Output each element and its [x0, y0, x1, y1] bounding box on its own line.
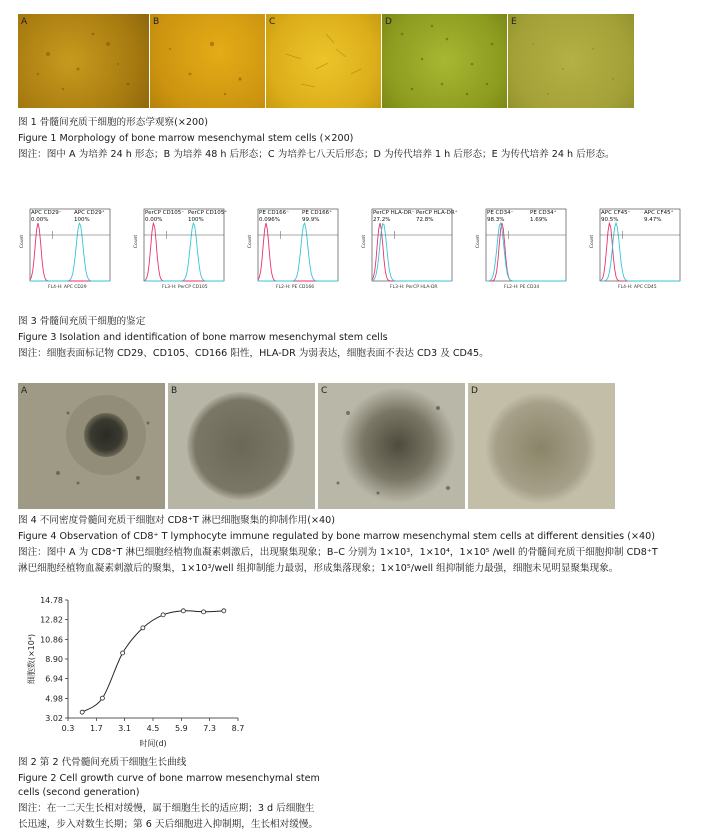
fig1-panel-a: [18, 14, 149, 108]
fig2-title-cn: 图 2 第 2 代骨髓间充质干细胞生长曲线: [18, 757, 187, 768]
flow-pct-negative: 90.5%: [601, 217, 619, 223]
positive-histogram: [258, 223, 338, 281]
flow-label-negative: PE CD34⁻: [487, 210, 514, 216]
positive-histogram: [144, 223, 224, 281]
y-tick-label: 4.98: [45, 694, 63, 704]
x-tick-label: 4.5: [146, 724, 160, 733]
x-axis-label: 时间(d): [139, 739, 167, 748]
x-tick-label: 5.9: [174, 724, 188, 733]
positive-histogram: [486, 223, 566, 281]
y-tick-label: 6.94: [45, 674, 63, 684]
fig1-panel-letter: E: [511, 17, 517, 27]
cell-texture: [266, 14, 381, 108]
flow-pct-negative: 0.096%: [259, 217, 280, 223]
fig3-note: 图注：细胞表面标记物 CD29、CD105、CD166 阳性，HLA-DR 为弱表达，细胞表面不表达 CD3 及 CD45。: [18, 348, 489, 359]
y-tick-label: 8.90: [45, 655, 63, 664]
flow-pct-positive: 100%: [74, 217, 90, 223]
negative-histogram: [30, 223, 110, 281]
fig4-panel-a: [18, 383, 165, 509]
flow-label-positive: PE CD34⁺: [530, 210, 557, 216]
fig1-note: 图注：图中 A 为培养 24 h 形态；B 为培养 48 h 后形态；C 为培养七八天后形态；D 为传代培养 1 h 后形态；E 为传代培养 24 h 后形态。: [18, 149, 615, 160]
cell-cluster: [18, 383, 165, 509]
fig2-note-line1: 图注：在一二天生长相对缓慢，属于细胞生长的适应期；3 d 后细胞生: [18, 803, 315, 814]
fig2-title-en-line2: cells (second generation): [18, 787, 140, 798]
cell-texture: [508, 14, 634, 108]
flow-y-axis-label: Count: [590, 234, 596, 249]
fig1-panel-b: [150, 14, 265, 108]
fig1-panel-c: [266, 14, 381, 108]
data-point: [161, 613, 165, 617]
fig4-panel-b: [168, 383, 315, 509]
data-point: [100, 696, 104, 700]
flow-label-positive: PerCP HLA-DR⁺: [416, 210, 458, 216]
flow-pct-positive: 100%: [188, 217, 204, 223]
fig3-title-cn: 图 3 骨髓间充质干细胞的鉴定: [18, 316, 146, 327]
flow-panel-cd166: [246, 199, 342, 303]
fig1-title-cn: 图 1 骨髓间充质干细胞的形态学观察(×200): [18, 117, 208, 128]
x-tick-label: 3.1: [118, 724, 132, 733]
flow-label-negative: PerCP HLA-DR⁻: [373, 210, 415, 216]
cell-texture: [18, 14, 149, 108]
flow-x-axis-label: FL3-H: PerCP CD105: [162, 285, 208, 290]
y-tick-label: 3.02: [45, 714, 63, 723]
flow-x-axis-label: FL4-H: APC CD45: [618, 285, 657, 290]
fig4-note-line1: 图注：图中 A 为 CD8⁺T 淋巴细胞经植物血凝素刺激后，出现聚集现象；B–C 分别为 1×10³，1×10⁴，1×10⁵ /well 的骨髓间充质干细胞抑制 CD8⁺T: [18, 547, 658, 558]
y-tick-label: 14.78: [40, 596, 63, 605]
x-tick-label: 0.3: [61, 724, 75, 733]
flow-panel-cd105: [132, 199, 228, 303]
data-point: [202, 610, 206, 614]
fig4-panel-letter: B: [171, 386, 178, 396]
fig1-title-en: Figure 1 Morphology of bone marrow mesenchymal stem cells (×200): [18, 133, 354, 144]
positive-histogram: [372, 224, 452, 281]
cell-cluster: [318, 383, 465, 509]
flow-x-axis-label: FL2-H: PE CD34: [504, 285, 540, 290]
fig4-note-line2: 淋巴细胞经植物血凝素刺激后的聚集，1×10³/well 组抑制能力最弱，形成集落现象；1×10⁵/well 组抑制能力最强，细胞未见明显聚集现象。: [18, 563, 619, 574]
negative-histogram: [144, 223, 224, 281]
data-point: [222, 609, 226, 613]
flow-label-negative: APC CF45⁻: [601, 210, 631, 216]
positive-histogram: [30, 223, 110, 281]
flow-x-axis-label: FL2-H: PE CD166: [276, 285, 315, 290]
data-point: [121, 651, 125, 655]
flow-label-positive: PerCP CD105⁺: [188, 210, 228, 216]
growth-curve-chart: [18, 588, 258, 748]
fig1-panel-d: [382, 14, 507, 108]
flow-panel-hla-dr: [360, 199, 456, 303]
fig4-panel-d: [468, 383, 615, 509]
y-tick-label: 10.86: [40, 635, 63, 645]
flow-x-axis-label: FL4-H: APC CD29: [48, 285, 87, 290]
flow-label-negative: PerCP CD105⁻: [145, 210, 185, 216]
fig4-panel-letter: C: [321, 386, 328, 396]
fig2-title-en-line1: Figure 2 Cell growth curve of bone marrow mesenchymal stem: [18, 773, 320, 784]
flow-pct-positive: 1.69%: [530, 217, 548, 223]
x-tick-label: 8.7: [231, 724, 245, 733]
fig4-panel-letter: D: [471, 386, 478, 396]
flow-label-negative: PE CD166⁻: [259, 210, 290, 216]
flow-label-positive: PE CD166⁺: [302, 210, 333, 216]
flow-pct-negative: 0.00%: [31, 217, 49, 223]
flow-pct-positive: 9.47%: [644, 217, 662, 223]
negative-histogram: [486, 223, 566, 281]
flow-pct-positive: 72.8%: [416, 217, 434, 223]
fig1-panel-letter: C: [269, 17, 276, 27]
flow-pct-negative: 27.2%: [373, 217, 391, 223]
flow-label-negative: APC CD29⁻: [31, 210, 62, 216]
y-tick-label: 12.82: [40, 615, 63, 625]
flow-x-axis-label: FL3-H: PerCP HLA-DR: [390, 285, 438, 290]
data-point: [181, 609, 185, 613]
flow-y-axis-label: Count: [248, 234, 254, 249]
y-axis-label: 细胞数(×10⁴): [27, 633, 36, 685]
x-tick-label: 7.3: [203, 724, 217, 733]
flow-pct-negative: 0.00%: [145, 217, 163, 223]
flow-label-positive: APC CF45⁺: [644, 210, 674, 216]
fig4-title-cn: 图 4 不同密度骨髓间充质干细胞对 CD8⁺T 淋巴细胞聚集的抑制作用(×40): [18, 515, 335, 526]
flow-y-axis-label: Count: [20, 234, 26, 249]
fig4-panel-letter: A: [21, 386, 28, 396]
x-tick-label: 1.7: [89, 724, 103, 733]
cell-cluster: [168, 383, 315, 509]
flow-pct-negative: 98.3%: [487, 217, 505, 223]
flow-y-axis-label: Count: [476, 234, 482, 249]
fig4-title-en: Figure 4 Observation of CD8⁺ T lymphocyte immune regulated by bone marrow mesenchymal stem cells at different densities (×40): [18, 531, 655, 542]
fig1-panel-letter: A: [21, 17, 28, 27]
cell-cluster: [468, 383, 615, 509]
flow-y-axis-label: Count: [134, 234, 140, 249]
flow-panel-cd45: [588, 199, 684, 303]
fig1-panel-letter: D: [385, 17, 392, 27]
negative-histogram: [372, 223, 452, 281]
positive-histogram: [600, 223, 680, 281]
fig1-panel-e: [508, 14, 634, 108]
data-point: [141, 626, 145, 630]
flow-panel-cd29: [18, 199, 114, 303]
flow-label-positive: APC CD29⁺: [74, 210, 105, 216]
fig3-title-en: Figure 3 Isolation and identification of bone marrow mesenchymal stem cells: [18, 332, 388, 343]
cell-texture: [382, 14, 507, 108]
flow-y-axis-label: Count: [362, 234, 368, 249]
flow-panel-cd34: [474, 199, 570, 303]
fig4-panel-c: [318, 383, 465, 509]
fig1-panel-letter: B: [153, 17, 160, 27]
flow-pct-positive: 99.9%: [302, 217, 320, 223]
cell-texture: [150, 14, 265, 108]
data-point: [80, 710, 84, 714]
fig2-note-line2: 长迅速，步入对数生长期；第 6 天后细胞进入抑制期，生长相对缓慢。: [18, 819, 319, 830]
